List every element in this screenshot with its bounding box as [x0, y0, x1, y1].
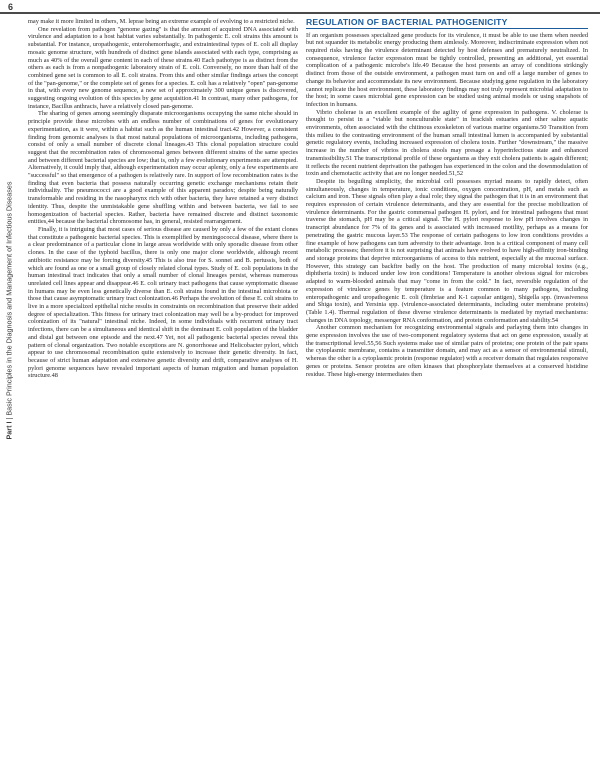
- side-label-title: Basic Principles in the Diagnosis and Management of Infectious Diseases: [4, 181, 14, 416]
- left-column: [28, 18, 298, 380]
- paragraph: If an organism possesses specialized gene products for its virulence, it must be able to use them when needed but not squander its metabolic energy producing them aimlessly. Moreover, indiscriminate expression when not required risks having the virulence determinant detected by host defenses and prematurely neutralized. In consequence, virulence factor expression must be tightly controlled, presenting an additional, yet essential complication of a pathogenic microbe's life.49 Because the host presents an array of conditions strikingly distinct from those of the outside environment, a pathogen must turn on and off a large number of genes to change its behavior and accommodate its new environment. Because studying gene regulation in the laboratory cannot replicate the host environment, these laboratory findings may not truly represent microbial adaptation to the host; in some cases microbial gene expression can be studied using animal models or using snapshots of infection in humans.: [306, 31, 588, 108]
- paragraph: Despite its beguiling simplicity, the microbial cell possesses myriad means to rapidly detect, often simultaneously, changes in temperature, ionic conditions, oxygen concentration, pH, and metals such as calcium and iron. These signals often play a dual role; they signal the pathogen that it is in an environment that requires expression of certain virulence determinants, and they are essential for the precise mobilization of virulence determinants. For the gastric commensal pathogen H. pylori, and for intestinal pathogens that must traverse the stomach, pH may be a critical signal. The H. pylori response to low pH involves changes in transcript abundance for 7% of its genes and is associated with increased motility, perhaps as a means for penetrating the gastric mucous layer.53 The response of certain pathogens to low iron conditions provides a fine example of how pathogens can turn adversity to their advantage. Iron is a critical component of many cell metabolic processes; therefore it is not surprising that animals have evolved to have high-affinity iron-binding and storage proteins that deprive microorganisms of access to this nutrient, especially at the mucosal surface. However, this strategy can backfire badly on the host. The production of many microbial toxins (e.g., diphtheria toxin) is induced under low iron conditions! Temperature is another obvious signal for microbes adapted to warm-blooded animals that may "come in from the cold." In fact, reversible regulation of the expression of virulence genes by temperature is a feature common to many pathogens, including enteropathogenic and uropathogenic E. coli (fimbriae and K-1 capsular antigen), Shigella spp. (invasiveness and Shiga toxin), and Yersinia spp. (virulence-associated determinants, including outer membrane proteins) (Table 1.4). Thermal regulation of these diverse virulence determinants is mediated by myriad mechanisms: changes in DNA topology, messenger RNA conformation, and protein conformation and stability.54: [306, 177, 588, 324]
- header-rule: [0, 12, 600, 14]
- paragraph: The sharing of genes among seemingly disparate microorganisms occupying the same niche should in principle provide these microbes with an endless number of combinations of genes for evolutionary experimentation, as it were, within a habitat such as the human intestinal tract.42 However, a consistent finding from genomic analyses is that most natural populations of microorganisms, including pathogens, consist of only a small number of discrete clonal lineages.43 This clonal population structure could suggest that the recombination rates of chromosomal genes between different strains of the same species and between different bacterial species are low; that is, only a few evolutionary experiments are attempted. Alternatively, it could imply that, although experimentation may occur aplenty, only a few experiments are "successful" so that emergence of a pathogen is relatively rare. In support of low recombination rates is the finding that even bacteria that possess naturally occurring genetic exchange mechanisms retain their individuality. The pneumococci are a good example of this apparent paradox; despite being naturally transformable and residing in the nasopharynx rich with other bacteria, they have retained a very distinct identity. Thus, despite the unmistakable gene shuffling within and between bacteria, we fail to see homogenization of bacterial species. Rather, bacteria have remained discrete and distinct taxonomic entities,44 because the bacterial chromosome has, in general, resisted rearrangement.: [28, 110, 298, 226]
- running-side-label: Part I | Basic Principles in the Diagnosis and Management of Infectious Diseases: [4, 181, 14, 439]
- section-heading: REGULATION OF BACTERIAL PATHOGENICITY: [306, 18, 588, 29]
- paragraph: may make it more limited in others, M. leprae being an extreme example of evolving to a restricted niche.: [28, 18, 295, 25]
- side-label-part: Part I: [4, 421, 14, 439]
- page-number: 6: [8, 2, 14, 12]
- paragraph: Vibrio cholerae is an excellent example of the agility of gene expression in pathogens. V. cholerae is thought to persist in a "viable but nonculturable state" in brackish estuaries and other saline aquatic environments, often associated with the chitinous exoskeleton of various marine organisms.50 Transition from this milieu to the contrasting environment of the human small intestinal lumen is accompanied by substantial genetic regulatory events, including increased expression of cholera toxin. Further "downstream," the massive increase in the number of vibrios in cholera stools may presage a hyperinfectious state and enhanced transmissibility.51 The transcriptional profile of these organisms as they exit cholera patients is again different; it reflects the recent nutrient deprivation the pathogen has experienced in the colon and the downmodulation of toxin and chemotactic activity that are no longer needed.51,52: [306, 108, 588, 178]
- paragraph: One revelation from pathogen "genome gazing" is that the amount of acquired DNA associated with virulence and adaptation to a host habitat varies substantially. In pathogenic E. coli strains this amount is substantial. For instance, uropathogenic, enterohemorrhagic, and extraintestinal types of E. coli all display mosaic genome structure, with hundreds of distinct gene islands associated with each type, comprising as much as 40% of the overall gene content in each of these strains.40 Each pathotype is as distinct from the others as each is from a nonpathogenic laboratory strain of E. coli. Conversely, no more than half of the combined gene set is common to all E. coli strains. From this and other similar findings arises the concept of the "pan-genome," or the complete set of genes for a species. E. coli has a relatively "open" pan-genome in that, with every new genome sequence, a new set of approximately 300 unique genes is discovered, suggesting ongoing evolution of this species by gene acquisition.41 In contrast, many other pathogens, for instance, Bacillus anthracis, have a relatively closed pan-genome.: [28, 25, 298, 110]
- right-column: [306, 18, 588, 378]
- paragraph: Finally, it is intriguing that most cases of serious disease are caused by only a few of the extant clones that constitute a pathogenic bacterial species. This is exemplified by meningococcal disease, where there is a clear predominance of a particular clone in large areas worldwide with only sporadic disease from other clones. In the case of the typhoid bacillus, there is only one major clone worldwide, although recent antibiotic resistance may be forcing diversity.45 This is also true for S. sonnei and B. pertussis, both of which are found as one or a small group of closely related clonal types. Study of E. coli populations in the human intestinal tract indicates that only a small number of clonal lineages persist, whereas numerous unrelated cell lines appear and disappear.46 E. coli urinary tract pathogens that cause symptomatic disease in humans may be even less genetically diverse than E. coli strains found in the intestinal microbiota or those that cause asymptomatic urinary tract colonization.46 Perhaps the evolution of these E. coli strains to live in a more specialized epithelial niche results in constraints on recombination that preserve their added degree of specialization. This fitness for urinary tract colonization may well be a by-product for improved colonization of its "natural" intestinal niche. Indeed, in some individuals with recurrent urinary tract infections, there can be a simultaneous and identical shift in the dominant E. coli population of the bladder and distal gut between one episode and the next.47 Yet, not all pathogenic bacterial species reveal this pattern of clonal organization. Two notable exceptions are N. gonorrhoeae and Helicobacter pylori, which appear to use chromosomal recombination quite extensively to increase their genetic diversity. In fact, because of strict human adaptation and extensive genetic diversity and drift, comparative analyses of H. pylori genome sequences have revealed important aspects of human migration and human population structure.48: [28, 225, 298, 380]
- paragraph: Another common mechanism for recognizing environmental signals and parlaying them into changes in gene expression involves the use of two-component regulatory systems that act on gene expression, usually at the transcriptional level.55,56 Such systems make use of similar pairs of proteins; one protein of the pair spans the cytoplasmic membrane, contains a transmitter domain, and may act as a sensor of environmental stimuli, whereas the other is a cytoplasmic protein (response regulator) with a receiver domain that regulates responsive genes or proteins. Sensor proteins are often kinases that phosphorylate themselves at a conserved histidine residue. These high-energy intermediates then: [306, 324, 588, 378]
